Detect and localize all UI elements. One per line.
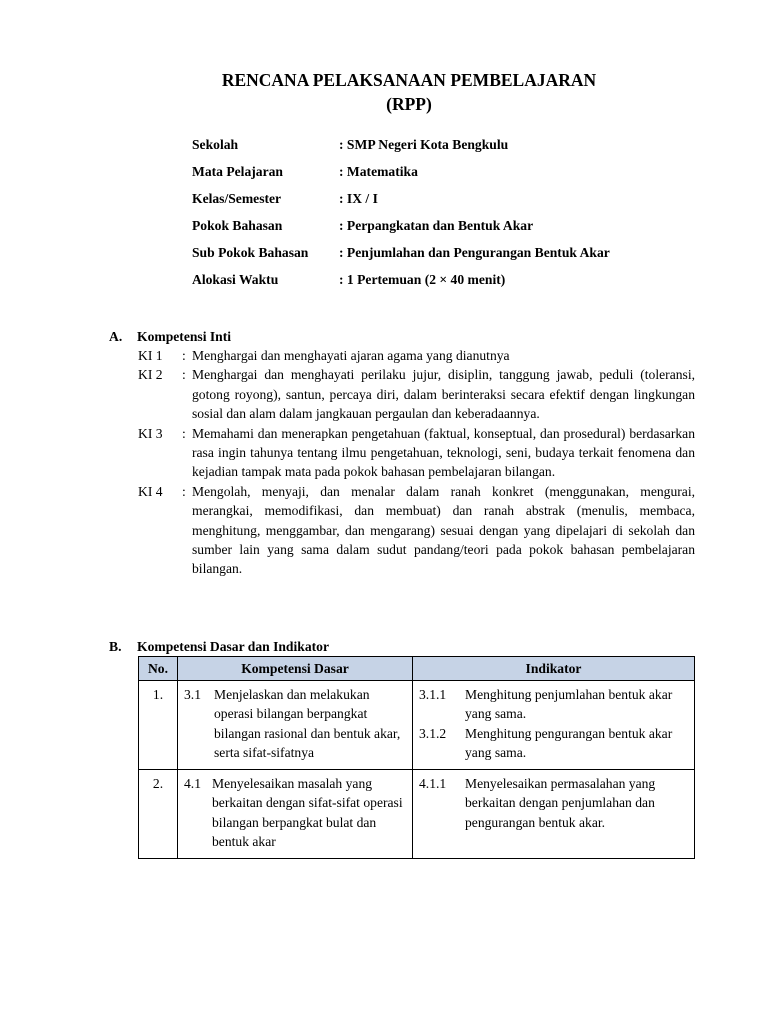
info-value: : 1 Pertemuan (2 × 40 menit) [339, 272, 506, 287]
info-value: : Penjumlahan dan Pengurangan Bentuk Akar [339, 245, 610, 260]
ki-colon: : [182, 425, 186, 441]
row-no: 1. [139, 681, 178, 770]
indikator-number: 3.1.2 [419, 725, 447, 741]
info-row-sekolah [192, 137, 610, 164]
kompetensi-inti-list [138, 346, 695, 579]
info-label: Alokasi Waktu [192, 272, 279, 287]
info-label: Sekolah [192, 137, 239, 152]
row-no: 2. [139, 770, 178, 859]
info-row-kelas-semester [192, 191, 610, 218]
info-value: : IX / I [339, 191, 378, 206]
ki-colon: : [182, 367, 186, 383]
ki-code: KI 2 [138, 367, 163, 383]
ki-item [138, 482, 695, 579]
info-row-mata-pelajaran [192, 164, 610, 191]
ki-item [138, 365, 695, 423]
info-label: Mata Pelajaran [192, 164, 283, 179]
table-header-row [139, 657, 695, 681]
section-title: Kompetensi Dasar dan Indikator [137, 639, 329, 654]
section-letter: B. [109, 639, 122, 654]
info-row-pokok-bahasan [192, 218, 610, 245]
identity-block [192, 137, 610, 299]
header-indikator: Indikator [413, 657, 695, 681]
kd-cell [178, 681, 413, 770]
info-row-alokasi-waktu [192, 272, 610, 299]
info-label: Pokok Bahasan [192, 218, 283, 233]
kd-text: Menjelaskan dan melakukan operasi bilangan berpangkat bilangan rasional dan bentuk akar, serta sifat-sifatnya [214, 687, 401, 761]
section-a-heading [109, 329, 231, 345]
section-b-heading [109, 639, 329, 655]
ki-code: KI 4 [138, 483, 163, 499]
kd-indikator-table [138, 656, 695, 859]
indikator-number: 3.1.1 [419, 687, 447, 702]
indikator-cell [413, 681, 695, 770]
ki-colon: : [182, 483, 186, 499]
kd-cell [178, 770, 413, 859]
indikator-text: Menyelesaikan permasalahan yang berkaitan dengan penjumlahan dan pengurangan bentuk akar. [465, 776, 656, 830]
document-subtitle: (RPP) [386, 94, 432, 114]
ki-item [138, 346, 695, 365]
document-title: RENCANA PELAKSANAAN PEMBELAJARAN [221, 70, 597, 90]
ki-code: KI 1 [138, 348, 163, 363]
info-label: Sub Pokok Bahasan [192, 245, 309, 260]
info-label: Kelas/Semester [192, 191, 282, 206]
table-row [139, 770, 695, 859]
indikator-number: 4.1.1 [419, 776, 447, 791]
indikator-cell [413, 770, 695, 859]
ki-text: Memahami dan menerapkan pengetahuan (faktual, konseptual, dan prosedural) berdasarkan rasa ingin tahunya tentang ilmu pengetahuan, teknologi, seni, budaya terkait fenomena dan kejadian tampak mata pada pokok bahasan pembelajaran bilangan. [192, 425, 695, 480]
ki-text: Menghargai dan menghayati perilaku jujur, disiplin, tanggung jawab, peduli (toleransi, gotong royong), santun, percaya diri, dalam berinteraksi secara efektif dengan lingkungan sosial dan alam dalam jangkauan pergaulan dan keberadaannya. [192, 367, 695, 422]
kd-number: 4.1 [184, 776, 201, 791]
info-value: : SMP Negeri Kota Bengkulu [339, 137, 509, 152]
ki-colon: : [182, 348, 186, 363]
kd-text: Menyelesaikan masalah yang berkaitan dengan sifat-sifat operasi bilangan berpangkat bulat dan bentuk akar [212, 776, 403, 850]
header-kompetensi-dasar: Kompetensi Dasar [178, 657, 413, 681]
ki-item [138, 424, 695, 482]
info-row-sub-pokok-bahasan [192, 245, 610, 272]
ki-code: KI 3 [138, 425, 163, 441]
ki-text: Mengolah, menyaji, dan menalar dalam ranah konkret (menggunakan, mengurai, merangkai, memodifikasi, dan membuat) dan ranah abstrak (menulis, membaca, menghitung, menggambar, dan mengarang) sesuai dengan yang dipelajari di sekolah dan sumber lain yang sama dalam sudut pandang/teori pada pokok bahasan pembelajaran bilangan. [192, 483, 695, 577]
info-value: : Matematika [339, 164, 418, 179]
kd-number: 3.1 [184, 687, 201, 702]
section-title: Kompetensi Inti [137, 329, 232, 344]
info-value: : Perpangkatan dan Bentuk Akar [339, 218, 534, 233]
header-no: No. [139, 657, 178, 681]
section-letter: A. [109, 329, 123, 344]
indikator-text: Menghitung penjumlahan bentuk akar yang sama. [465, 687, 673, 722]
ki-text: Menghargai dan menghayati ajaran agama yang dianutnya [192, 348, 510, 363]
indikator-text: Menghitung pengurangan bentuk akar yang sama. [465, 725, 673, 761]
table-row [139, 681, 695, 770]
